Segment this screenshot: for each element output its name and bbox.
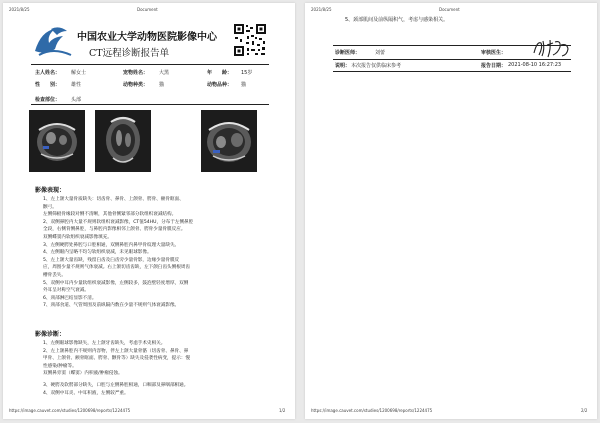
note-value: 本次报告仅供临床参考 [351, 63, 402, 69]
diagnosis-line: 性感染/肿瘤等。 [43, 363, 77, 369]
report-time-label: 报告日期： [481, 63, 507, 69]
findings-line: 5、左上颌大量齿缺，残留臼齿及臼齿旁少量骨影，边缘少量骨膜反 [43, 257, 180, 263]
page-number: 1/2 [279, 408, 286, 413]
part-label: 检查部位： [35, 97, 61, 103]
findings-line: 4、左侧眼内呈略不均匀软组织衰减，未见眼球影像。 [43, 250, 152, 256]
print-doc-title: Document [439, 7, 460, 12]
info-divider [31, 104, 269, 105]
findings-line: 外耳呈对称空气衰减。 [43, 288, 89, 294]
diagnosis-line: 4、双侧中耳炎、中耳积液，左侧较严重。 [43, 390, 129, 396]
diagnosis-line: 1、左侧眼球影像缺失，左上颌牙齿缺失，考虑手术史相关。 [43, 341, 166, 346]
note-label: 说明： [335, 63, 351, 69]
ct-image-3[interactable] [201, 110, 257, 172]
doctor-value: 刘蕾 [375, 50, 386, 56]
findings-line: 6、颈部淋巴结显影不清。 [43, 295, 97, 301]
species-value: 猫 [159, 82, 165, 88]
diagnosis-text [43, 340, 265, 397]
part-value: 头部 [71, 97, 82, 103]
report-page-2 [305, 3, 597, 419]
diagnosis-continuation: 5、颈部肌间及前纵隔积气，考虑与感染相关。 [345, 17, 449, 23]
auditor-signature [531, 37, 571, 59]
findings-line: 7、颈部食道、气管周围及前纵隔内数在少量不规则气体衰减影像。 [43, 303, 180, 309]
owner-label: 主人姓名： [35, 70, 61, 76]
diagnosis-line: 甲骨、上颌骨、额骨眶面、腭骨、颧骨等）缺失及侵袭性病变，提示：慢 [43, 356, 191, 362]
findings-text [43, 196, 265, 310]
patient-info [35, 69, 265, 109]
findings-line: 5、双侧中耳内少量软组织衰减影像，左侧较多，鼓泡壁轻度增厚，双侧 [43, 280, 189, 286]
ct-image-2[interactable] [95, 110, 151, 172]
hospital-name: 中国农业大学动物医院影像中心 [77, 32, 217, 43]
breed-value: 猫 [241, 82, 247, 88]
print-date: 2021/8/25 [9, 7, 30, 12]
auditor-label: 审核医生： [481, 50, 507, 56]
sex-label: 性 别： [35, 82, 61, 88]
report-page-1 [3, 3, 295, 419]
sex-value: 雄性 [71, 82, 82, 88]
findings-line: 双侧蝶窦内软组织衰减影像填充。 [43, 234, 112, 240]
species-label: 动物种类： [123, 82, 149, 88]
age-label: 年 龄： [207, 70, 233, 76]
qr-code [233, 23, 267, 57]
diagnosis-line: 3、硬腭及软腭部分缺失，口腔与左侧鼻腔相通，口咽部及鼻咽部相通。 [43, 382, 189, 388]
report-title: CT远程诊断报告单 [89, 48, 170, 59]
header-divider [31, 64, 269, 65]
ct-image-1[interactable] [29, 110, 85, 172]
print-doc-title: Document [137, 7, 158, 12]
findings-line: 左侧筛板骨缘较对侧不清晰，其他骨侧紧邻部分软组织衰减结构。 [43, 212, 177, 218]
breed-label: 动物品种： [207, 82, 233, 88]
findings-line: 颧弓。 [43, 204, 57, 210]
print-date: 2021/8/25 [311, 7, 332, 12]
owner-value: 解女士 [71, 70, 87, 76]
findings-line: 全段，右侧背侧鼻腔，与鼻腔内影像相邻上颌骨、腭骨少量骨膜反应。 [43, 227, 186, 233]
findings-line: 应，周围少量不规则气体衰减。右上颌切齿齿缺，左下颌臼齿头侧根周齿 [43, 265, 191, 271]
findings-line: 2、双侧鼻腔内大量不规则软组织衰减影像，CT值54HU，分布于左侧鼻腔 [43, 219, 194, 225]
report-url[interactable]: https://image.cauvet.com/studies/1200698/reports/1224475 [311, 408, 433, 413]
age-value: 15岁 [241, 70, 253, 76]
diagnosis-line: 2、左上颌鼻腔内不规则内容物，伴左上颌大量骨骼（切齿骨、鼻骨、鼻 [43, 348, 189, 354]
pet-label: 宠物姓名： [123, 70, 149, 76]
diagnosis-line: 双侧鼻旁窦（蝶窦）内积液/肿瘤侵蚀。 [43, 371, 123, 377]
report-url[interactable]: https://image.cauvet.com/studies/1200698/reports/1224475 [9, 408, 131, 413]
report-time-value: 2021-08-10 16:27:23 [508, 62, 562, 68]
findings-title: 影像表现： [35, 187, 66, 194]
doctor-label: 诊断医师： [335, 50, 361, 56]
findings-line: 3、左侧硬腭处鼻腔与口腔相通，双侧鼻腔内鼻甲骨纹理大量缺失。 [43, 242, 180, 248]
page-number: 2/2 [581, 408, 588, 413]
sign-divider-mid [333, 59, 571, 60]
pet-value: 大黑 [159, 70, 170, 76]
hospital-logo [33, 25, 73, 59]
sign-divider-bottom [333, 71, 571, 72]
diagnosis-title: 影像诊断： [35, 331, 66, 338]
findings-line: 1、左上颌大量骨质缺失：切齿骨、鼻骨、上颌骨、腭骨、额骨眶面、 [43, 197, 184, 202]
findings-line: 槽骨丢失。 [43, 272, 66, 278]
